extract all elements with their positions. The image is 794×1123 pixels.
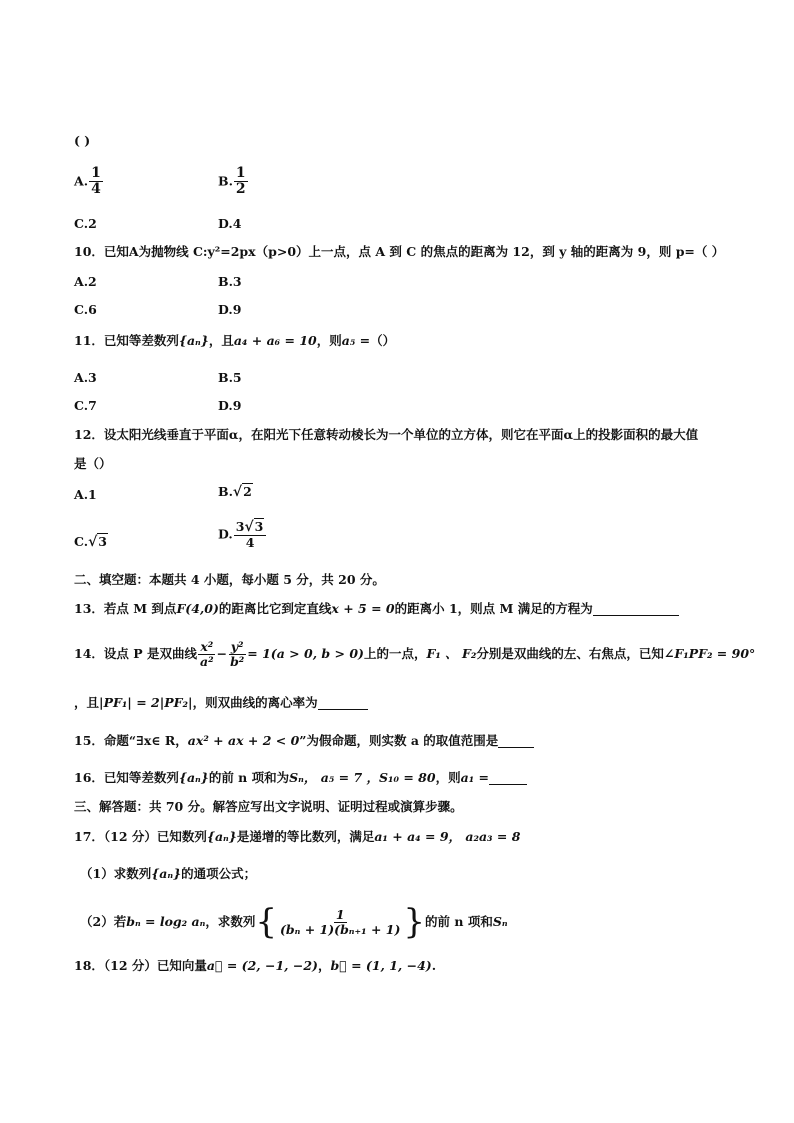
minus-sign: − bbox=[216, 645, 228, 661]
q14-mid: 上的一点， bbox=[363, 645, 427, 661]
q15-stem bbox=[74, 733, 534, 748]
q9-option-a-fraction bbox=[89, 166, 103, 198]
q17-part1-suffix: 的通项公式； bbox=[181, 866, 257, 881]
denominator: 4 bbox=[245, 535, 255, 551]
q13-point: F(4,0) bbox=[176, 601, 219, 616]
q15-answer-blank[interactable] bbox=[498, 735, 534, 748]
q9-option-d: D.4 bbox=[218, 216, 242, 231]
denominator: b² bbox=[230, 653, 245, 669]
right-brace-icon: } bbox=[403, 902, 426, 942]
q15-expression: ax² + ax + 2 < 0 bbox=[187, 733, 300, 748]
q18-separator: ， bbox=[317, 958, 331, 973]
q16-prefix: 16．已知等差数列 bbox=[74, 770, 179, 785]
q12-option-b bbox=[218, 484, 253, 500]
q16-cond3: ，则 bbox=[435, 770, 461, 785]
q11-ask: a₅ = bbox=[341, 333, 371, 348]
denominator: a² bbox=[200, 653, 214, 669]
q17-stem bbox=[74, 829, 520, 844]
q16-mid: 的前 n 项和为 bbox=[208, 770, 290, 785]
q14-angle: ∠F₁PF₂ = 90° bbox=[663, 645, 756, 661]
q9-option-b-fraction bbox=[234, 166, 248, 198]
q17-part2-sum: Sₙ bbox=[492, 913, 508, 929]
q9-option-b-label: B. bbox=[218, 173, 233, 189]
q18-vector-a: a⃗ = (2, −1, −2) bbox=[206, 958, 318, 973]
q15-suffix: ”为假命题，则实数 a 的取值范围是 bbox=[299, 733, 499, 748]
q17-cond2: ， a₂a₃ = 8 bbox=[448, 829, 521, 844]
q9-paren: ( ) bbox=[74, 133, 91, 148]
q11-sequence: {aₙ} bbox=[178, 333, 209, 348]
section-solutions-heading: 三、解答题：共 70 分。解答应写出文字说明、证明过程或演算步骤。 bbox=[74, 799, 463, 814]
q11-condition: a₄ + a₆ = 10 bbox=[233, 333, 317, 348]
q10-option-a: A.2 bbox=[74, 274, 97, 289]
q14-line2-prefix: ，且 bbox=[74, 695, 100, 710]
q13-mid: 的距离比它到定直线 bbox=[218, 601, 332, 616]
q13-line-eq: x + 5 = 0 bbox=[331, 601, 395, 616]
q14-foci: F₁ 、 F₂ bbox=[426, 645, 477, 661]
q14-x-fraction bbox=[198, 640, 216, 669]
radicand: 3 bbox=[98, 534, 107, 549]
q17-part1-prefix: （1）求数列 bbox=[80, 866, 152, 881]
numerator bbox=[234, 520, 267, 536]
q11-end: （） bbox=[370, 333, 396, 348]
q10-option-d: D.9 bbox=[218, 302, 242, 317]
q16-cond2: S₁₀ = 80 bbox=[379, 770, 436, 785]
q14-y-fraction bbox=[228, 640, 246, 669]
coefficient: 3 bbox=[235, 519, 245, 534]
sqrt-symbol: √3 bbox=[88, 534, 107, 550]
q10-stem: 10．已知A为抛物线 C:y²=2px（p>0）上一点，点 A 到 C 的焦点的距离为 12，到 y 轴的距离为 9，则 p=（ ） bbox=[74, 244, 725, 259]
numerator: 1 bbox=[335, 907, 345, 923]
radicand: 3 bbox=[254, 519, 264, 534]
q11-prefix: 11．已知等差数列 bbox=[74, 333, 179, 348]
q16-sum: Sₙ bbox=[289, 770, 304, 785]
q17-part1-sequence: {aₙ} bbox=[151, 866, 182, 881]
left-brace-icon: { bbox=[255, 902, 277, 942]
denominator: 4 bbox=[91, 181, 101, 198]
denominator: (bₙ + 1)(bₙ₊₁ + 1) bbox=[279, 921, 401, 937]
q14-line2-suffix: ，则双曲线的离心率为 bbox=[192, 695, 318, 710]
q17-part2 bbox=[80, 902, 508, 943]
q12-option-a: A.1 bbox=[74, 487, 97, 502]
q18-end: . bbox=[431, 958, 437, 973]
radicand: 2 bbox=[243, 484, 252, 499]
q14-answer-blank[interactable] bbox=[318, 697, 368, 710]
q17-part1 bbox=[80, 866, 256, 881]
q17-sequence: {aₙ} bbox=[206, 829, 237, 844]
numerator: x² bbox=[200, 639, 214, 654]
q14-prefix: 14．设点 P 是双曲线 bbox=[74, 645, 197, 661]
q9-option-a-label: A. bbox=[74, 173, 89, 189]
q16-ask: a₁ = bbox=[460, 770, 490, 785]
q14-stem-line2 bbox=[74, 695, 368, 710]
q14-condition: |PF₁| = 2|PF₂| bbox=[99, 695, 193, 710]
q12-option-c-label: C. bbox=[74, 534, 89, 549]
denominator: 2 bbox=[235, 181, 246, 198]
q9-option-a bbox=[74, 166, 104, 198]
numerator: 1 bbox=[91, 165, 101, 181]
sqrt-symbol: √3 bbox=[244, 519, 264, 535]
q13-stem bbox=[74, 601, 679, 616]
q17-part2-fraction bbox=[278, 908, 402, 937]
q14-stem-line1 bbox=[74, 640, 755, 669]
q12-option-d-fraction bbox=[234, 520, 267, 550]
q11-mid: ，且 bbox=[208, 333, 234, 348]
q17-part2-definition: bₙ = log₂ aₙ bbox=[126, 913, 206, 929]
q11-option-a: A.3 bbox=[74, 370, 97, 385]
q13-prefix: 13．若点 M 到点 bbox=[74, 601, 177, 616]
q12-option-c bbox=[74, 534, 108, 550]
q16-cond1: ， a₅ = 7 ， bbox=[303, 770, 380, 785]
q17-part2-prefix: （2）若 bbox=[80, 913, 127, 929]
q12-stem-line2: 是（） bbox=[74, 456, 112, 471]
q12-option-d-label: D. bbox=[218, 526, 233, 542]
q14-suffix: 分别是双曲线的左、右焦点，已知 bbox=[476, 645, 664, 661]
q17-prefix: 17．（12 分）已知数列 bbox=[74, 829, 207, 844]
q11-option-d: D.9 bbox=[218, 398, 242, 413]
q11-stem bbox=[74, 333, 395, 348]
q16-stem bbox=[74, 770, 527, 785]
q13-suffix: 的距离小 1，则点 M 满足的方程为 bbox=[394, 601, 593, 616]
q16-sequence: {aₙ} bbox=[178, 770, 209, 785]
q10-option-b: B.3 bbox=[218, 274, 242, 289]
q11-option-c: C.7 bbox=[74, 398, 97, 413]
q17-part2-mid: ，求数列 bbox=[205, 913, 256, 929]
sqrt-symbol: √2 bbox=[232, 484, 252, 500]
q12-stem-line1: 12．设太阳光线垂直于平面α，在阳光下任意转动棱长为一个单位的立方体，则它在平面α上的投影面积的最大值 bbox=[74, 427, 699, 442]
q10-option-c: C.6 bbox=[74, 302, 97, 317]
q18-stem bbox=[74, 958, 436, 973]
q18-vector-b: b⃗ = (1, 1, −4) bbox=[330, 958, 432, 973]
q12-option-d bbox=[218, 520, 267, 550]
q11-option-b: B.5 bbox=[218, 370, 242, 385]
q11-suffix: ，则 bbox=[316, 333, 342, 348]
q12-option-b-label: B. bbox=[218, 484, 233, 499]
numerator: y² bbox=[230, 639, 244, 654]
q16-answer-blank[interactable] bbox=[489, 772, 527, 785]
q17-part2-suffix: 的前 n 项和 bbox=[425, 913, 493, 929]
q17-cond1: a₁ + a₄ = 9 bbox=[374, 829, 449, 844]
q13-answer-blank[interactable] bbox=[593, 603, 679, 616]
q9-option-c: C.2 bbox=[74, 216, 97, 231]
q17-mid: 是递增的等比数列，满足 bbox=[236, 829, 375, 844]
q9-option-b bbox=[218, 166, 249, 198]
section-fill-in-heading: 二、填空题：本题共 4 小题，每小题 5 分，共 20 分。 bbox=[74, 572, 385, 587]
q15-prefix: 15．命题“∃x∈ R， bbox=[74, 733, 188, 748]
q18-prefix: 18．（12 分）已知向量 bbox=[74, 958, 207, 973]
q14-equation-rhs: = 1(a > 0, b > 0) bbox=[247, 645, 364, 661]
numerator: 1 bbox=[235, 165, 246, 181]
